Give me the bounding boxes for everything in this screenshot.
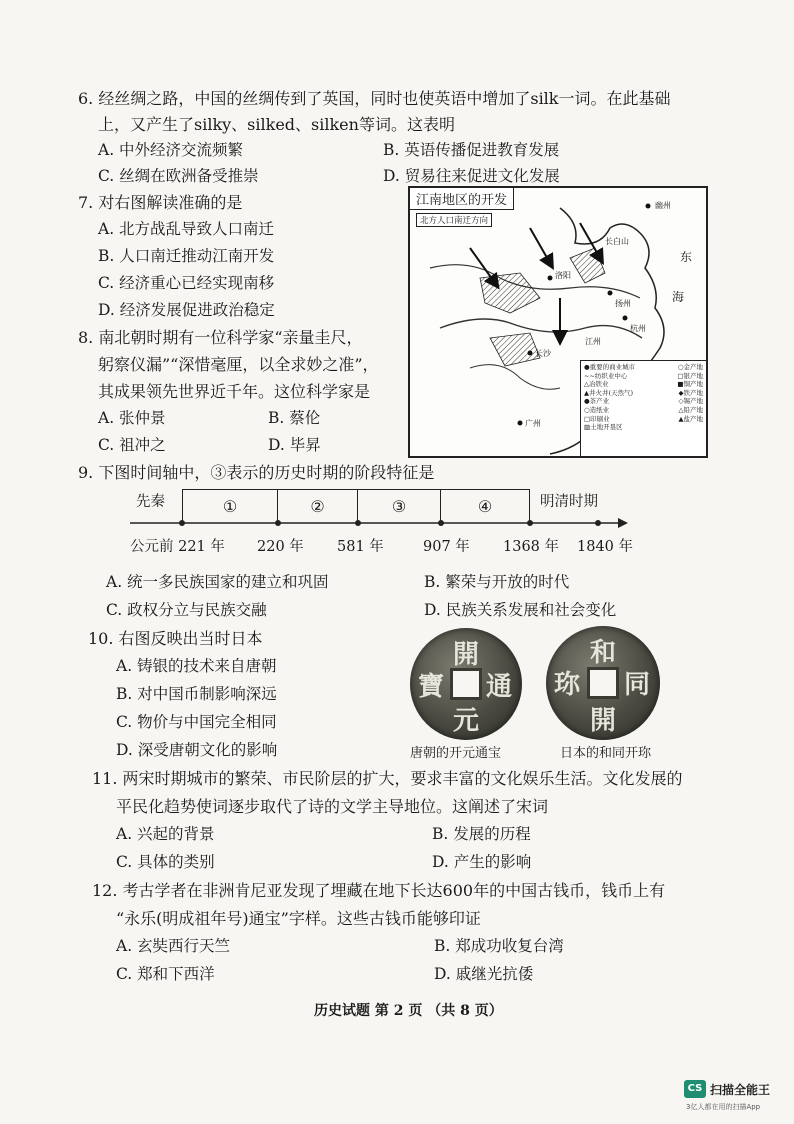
map-place-luoyang: 洛阳 — [555, 271, 571, 280]
timeline-year-220: 220 年 — [257, 539, 304, 555]
coin-char: 開 — [590, 706, 617, 736]
camscanner-tagline: 3亿人都在用的扫描App — [686, 1103, 761, 1111]
coin-char: 同 — [624, 670, 651, 700]
q12-option-d: D. 戚继光抗倭 — [434, 965, 534, 983]
legend-item: ▨土地开垦区 — [584, 423, 623, 432]
coin-char: 元 — [453, 706, 480, 736]
timeline-year-581: 581 年 — [337, 539, 384, 555]
q10-stem: 10. 右图反映出当时日本 — [88, 629, 263, 648]
coin-hole — [587, 667, 619, 699]
q8-stem-line2: 躬察仪漏”“深惜毫厘，以全求妙之准”， — [98, 355, 379, 374]
q11-option-c: C. 具体的类别 — [116, 853, 215, 871]
timeline-year-1368: 1368 年 — [503, 539, 560, 555]
q10-option-b: B. 对中国币制影响深远 — [116, 685, 277, 703]
legend-item: □印刷业 — [584, 414, 610, 423]
coin-char: 和 — [590, 638, 617, 668]
coin2-caption: 日本的和同开珎 — [560, 746, 652, 761]
timeline-segment-2: ② — [278, 489, 358, 522]
coin-char: 通 — [486, 672, 513, 702]
timeline-segment-4: ④ — [441, 489, 530, 522]
q7-option-b: B. 人口南迁推动江南开发 — [98, 247, 275, 265]
q11-option-d: D. 产生的影响 — [432, 853, 532, 871]
legend-item: ▲井火井(天然气) — [584, 388, 634, 397]
map-place-changsha: 长沙 — [535, 349, 551, 358]
coin-char: 珎 — [554, 670, 581, 700]
q11-stem-line1: 11. 两宋时期城市的繁荣、市民阶层的扩大，要求丰富的文化娱乐生活。文化发展的 — [92, 769, 683, 788]
map-place-changbaishan: 长白山 — [605, 237, 629, 246]
legend-item: ~~纺织业中心 — [584, 371, 628, 380]
timeline-segment-3: ③ — [358, 489, 441, 522]
q6-option-b: B. 英语传播促进教育发展 — [383, 141, 560, 159]
page-footer: 历史试题 第 2 页 （共 8 页） — [314, 1003, 503, 1019]
map-migration-label: 北方人口南迁方向 — [416, 213, 492, 227]
timeline-year-221bc: 公元前 221 年 — [130, 539, 225, 555]
timeline-axis — [120, 515, 630, 531]
wado-kaichin-coin — [546, 626, 660, 740]
map-place-sea: 海 — [672, 290, 685, 304]
q9-option-c: C. 政权分立与民族交融 — [106, 601, 267, 619]
map-title: 江南地区的开发 — [410, 188, 514, 210]
q8-stem-line3: 其成果领先世界近千年。这位科学家是 — [98, 382, 371, 401]
legend-item: ◇锡产地 — [678, 397, 703, 406]
map-place-yangzhou: 扬州 — [615, 299, 631, 308]
map-place-jiangzhou: 江州 — [585, 337, 601, 346]
camscanner-logo: CS — [684, 1080, 706, 1098]
coin-char: 寶 — [418, 672, 445, 702]
q12-stem-line2: “永乐(明成祖年号)通宝”字样。这些古钱币能够印证 — [116, 909, 481, 928]
legend-item: ◆铁产地 — [678, 388, 703, 397]
q9-option-b: B. 繁荣与开放的时代 — [424, 573, 570, 591]
legend-item: ▲盐产地 — [678, 414, 703, 423]
q10-option-c: C. 物价与中国完全相同 — [116, 713, 277, 731]
q9-option-a: A. 统一多民族国家的建立和巩固 — [106, 573, 329, 591]
q8-option-d: D. 毕昇 — [268, 436, 321, 454]
legend-item: ■铜产地 — [677, 380, 703, 389]
legend-item: △铅产地 — [678, 405, 703, 414]
q11-stem-line2: 平民化趋势使词逐步取代了诗的文学主导地位。这阐述了宋词 — [116, 797, 549, 816]
legend-item: △冶铁业 — [584, 380, 609, 389]
map-place-east: 东 — [680, 250, 693, 264]
timeline-year-1840: 1840 年 — [577, 539, 634, 555]
coin-char: 開 — [453, 640, 480, 670]
q11-option-b: B. 发展的历程 — [432, 825, 531, 843]
timeline-segment-1: ① — [182, 489, 278, 522]
q12-option-b: B. 郑成功收复台湾 — [434, 937, 564, 955]
map-place-guangzhou: 广州 — [525, 419, 541, 428]
legend-item: ○造纸业 — [584, 405, 610, 414]
q10-option-d: D. 深受唐朝文化的影响 — [116, 741, 278, 759]
q7-option-c: C. 经济重心已经实现南移 — [98, 274, 275, 292]
q8-option-b: B. 蔡伦 — [268, 409, 321, 427]
q8-option-a: A. 张仲景 — [98, 409, 166, 427]
kaiyuan-tongbao-coin — [410, 628, 522, 740]
q8-stem-line1: 8. 南北朝时期有一位科学家“亲量圭尺， — [78, 328, 363, 347]
timeline-right-label: 明清时期 — [540, 494, 598, 510]
q7-option-a: A. 北方战乱导致人口南迁 — [98, 220, 275, 238]
q6-option-a: A. 中外经济交流频繁 — [98, 141, 244, 159]
timeline-year-907: 907 年 — [423, 539, 470, 555]
coin-hole — [450, 668, 482, 700]
legend-item: □银产地 — [677, 371, 703, 380]
legend-item: ●重要的商业城市 — [584, 363, 636, 371]
legend-item: ○金产地 — [677, 363, 703, 371]
q6-stem-line2: 上，又产生了silky、silked、silken等词。这表明 — [98, 115, 455, 134]
legend-item: ●茶产业 — [584, 397, 610, 406]
jiangnan-map — [408, 186, 708, 458]
q9-option-d: D. 民族关系发展和社会变化 — [424, 601, 617, 619]
q7-option-d: D. 经济发展促进政治稳定 — [98, 301, 275, 319]
q12-stem-line1: 12. 考古学者在非洲肯尼亚发现了埋藏在地下长达600年的中国古钱币，钱币上有 — [92, 881, 666, 900]
q9-stem: 9. 下图时间轴中，③表示的历史时期的阶段特征是 — [78, 463, 435, 482]
map-place-youzhou: 幽州 — [655, 201, 671, 210]
camscanner-name: 扫描全能王 — [710, 1083, 771, 1097]
q12-option-c: C. 郑和下西洋 — [116, 965, 215, 983]
q10-option-a: A. 铸银的技术来自唐朝 — [116, 657, 277, 675]
map-place-hangzhou: 杭州 — [630, 324, 646, 333]
q6-option-c: C. 丝绸在欧洲备受推崇 — [98, 167, 259, 185]
map-legend — [580, 360, 706, 456]
q6-option-d: D. 贸易往来促进文化发展 — [383, 167, 560, 185]
q8-option-c: C. 祖冲之 — [98, 436, 166, 454]
coin1-caption: 唐朝的开元通宝 — [410, 746, 502, 761]
q7-stem: 7. 对右图解读准确的是 — [78, 193, 243, 212]
q6-stem-line1: 6. 经丝绸之路，中国的丝绸传到了英国，同时也使英语中增加了silk一词。在此基础 — [78, 89, 671, 108]
q12-option-a: A. 玄奘西行天竺 — [116, 937, 231, 955]
timeline-left-label: 先秦 — [136, 494, 165, 510]
q11-option-a: A. 兴起的背景 — [116, 825, 215, 843]
